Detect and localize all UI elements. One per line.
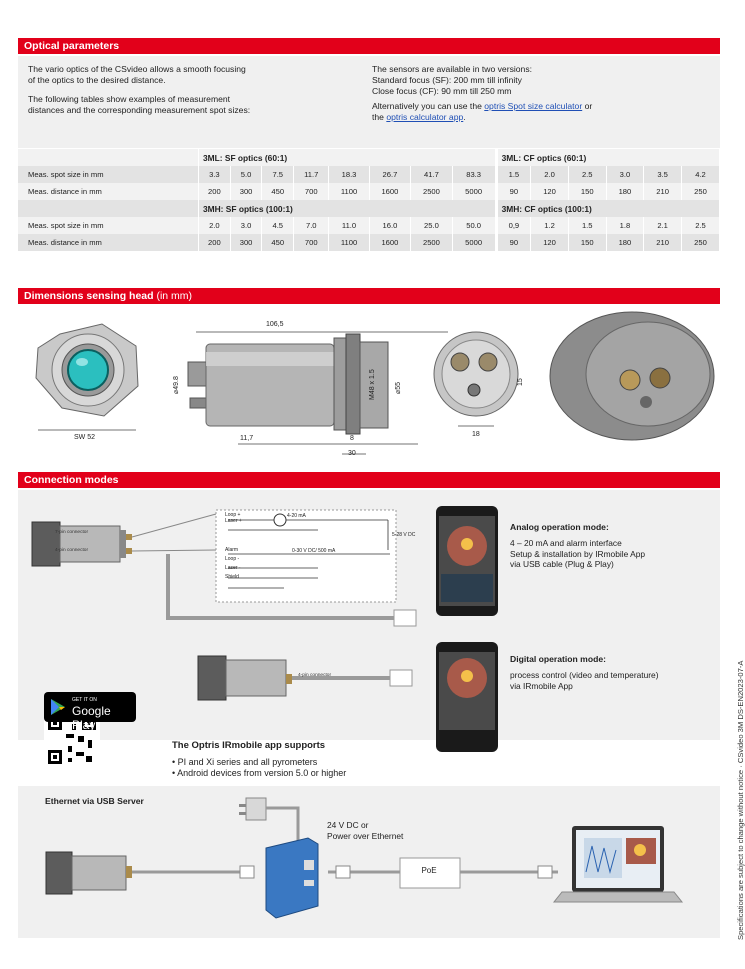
table-cell: 700 bbox=[294, 234, 329, 251]
app-bullet: • Android devices from version 5.0 or higher bbox=[172, 768, 347, 778]
text-line: of the optics to the desired distance. bbox=[28, 75, 166, 85]
power-line: Power over Ethernet bbox=[327, 830, 404, 841]
label-7pin: 7-pin connector bbox=[55, 530, 89, 535]
analog-line: 4 – 20 mA and alarm interface bbox=[510, 538, 622, 548]
table-cell: 3.5 bbox=[644, 166, 682, 183]
section-title-unit: (in mm) bbox=[156, 290, 193, 302]
perspective-view bbox=[550, 312, 714, 440]
table-cell: 18.3 bbox=[329, 166, 369, 183]
label-4pin: 4-pin connector bbox=[55, 548, 89, 553]
table-cell: 200 bbox=[199, 234, 231, 251]
usb-server bbox=[266, 838, 318, 918]
table-cell: 2.1 bbox=[644, 217, 682, 234]
table-cell: 180 bbox=[606, 183, 644, 200]
table-cell: 7.5 bbox=[262, 166, 294, 183]
wire-loop-plus: Loop + bbox=[225, 512, 241, 518]
table-cell: 200 bbox=[199, 183, 231, 200]
table-cell: 250 bbox=[681, 183, 719, 200]
table-cell bbox=[18, 200, 199, 217]
analog-line: Setup & installation by IRmobile App bbox=[510, 548, 646, 559]
table-cell: 120 bbox=[531, 234, 569, 251]
dim-30: 30 bbox=[348, 450, 356, 457]
table-cell: 16.0 bbox=[369, 217, 411, 234]
table-cell: 90 bbox=[496, 183, 531, 200]
table-row-label: Meas. distance in mm bbox=[18, 183, 199, 200]
table-cell: 2.0 bbox=[531, 166, 569, 183]
text-line: The following tables show examples of measurement bbox=[28, 94, 231, 104]
sensor-digital bbox=[198, 656, 292, 700]
text-fragment: Alternatively you can use the bbox=[372, 101, 482, 111]
table-cell: 450 bbox=[262, 234, 294, 251]
table-cell: 2.5 bbox=[568, 166, 606, 183]
sensor-ethernet bbox=[46, 852, 132, 894]
text-fragment: . bbox=[463, 112, 466, 122]
app-bullet-text: PI and Xi series and all pyrometers bbox=[177, 757, 318, 767]
text-line: distances and the corresponding measurement spot sizes: bbox=[28, 105, 251, 115]
table-cell: 700 bbox=[294, 183, 329, 200]
dim-m48: M48 x 1.5 bbox=[369, 369, 376, 400]
table-header-row bbox=[18, 200, 720, 217]
table-cell: 300 bbox=[230, 183, 262, 200]
table-row-label: Meas. distance in mm bbox=[18, 234, 199, 251]
text-line: The sensors are available in two versions: bbox=[372, 64, 533, 74]
table-cell: 7.0 bbox=[294, 217, 329, 234]
label-4pin-digital: 4-pin connector bbox=[298, 673, 332, 678]
section-title: Dimensions sensing head bbox=[24, 290, 154, 302]
table-cell: 90 bbox=[496, 234, 531, 251]
google-play-small: GET IT ON bbox=[72, 697, 97, 703]
digital-description bbox=[510, 654, 720, 691]
table-group-header: 3MH: SF optics (100:1) bbox=[199, 200, 497, 217]
table-cell: 2.5 bbox=[681, 217, 719, 234]
table-cell: 150 bbox=[568, 183, 606, 200]
wiring-labels-lower bbox=[225, 546, 241, 582]
text-fragment: the bbox=[372, 112, 384, 122]
phone-analog bbox=[436, 506, 498, 616]
optics-table bbox=[18, 149, 720, 251]
table-cell: 300 bbox=[230, 234, 262, 251]
table-cell: 26.7 bbox=[369, 166, 411, 183]
table-cell bbox=[18, 149, 199, 166]
label-4-20ma: 4-20 mA bbox=[287, 513, 306, 519]
label-alarm-voltage: 0-30 V DC/ 500 mA bbox=[292, 548, 336, 554]
table-cell: 1100 bbox=[329, 183, 369, 200]
table-row-label: Meas. spot size in mm bbox=[18, 166, 199, 183]
table-group-header: 3ML: CF optics (60:1) bbox=[496, 149, 719, 166]
table-cell: 2500 bbox=[411, 234, 453, 251]
table-cell: 4.2 bbox=[681, 166, 719, 183]
analog-description bbox=[510, 522, 720, 570]
digital-title: Digital operation mode: bbox=[510, 654, 606, 664]
table-cell: 1.8 bbox=[606, 217, 644, 234]
sensor-analog bbox=[32, 522, 132, 566]
table-cell: 2.0 bbox=[199, 217, 231, 234]
dim-8: 8 bbox=[350, 435, 354, 442]
table-cell: 25.0 bbox=[411, 217, 453, 234]
table-cell: 5000 bbox=[452, 234, 496, 251]
text-line: The vario optics of the CSvideo allows a smooth focusing bbox=[28, 64, 246, 74]
table-row bbox=[18, 183, 720, 200]
table-row bbox=[18, 234, 720, 251]
section-title: Connection modes bbox=[24, 474, 119, 486]
table-cell: 250 bbox=[681, 234, 719, 251]
wire-laser-plus: Laser + bbox=[225, 518, 242, 524]
section-title: Optical parameters bbox=[24, 40, 120, 52]
table-cell: 41.7 bbox=[411, 166, 453, 183]
table-cell: 1.5 bbox=[496, 166, 531, 183]
table-cell: 1.5 bbox=[568, 217, 606, 234]
google-play-big: Google Play bbox=[72, 704, 111, 732]
app-bullet-text: Android devices from version 5.0 or higher bbox=[177, 768, 347, 778]
app-title: The Optris IRmobile app supports bbox=[172, 740, 326, 751]
dim-11-7: 11,7 bbox=[240, 435, 254, 442]
table-group-header: 3ML: SF optics (60:1) bbox=[199, 149, 497, 166]
section-header-optical bbox=[18, 38, 720, 54]
text-line bbox=[372, 101, 712, 112]
phone-digital bbox=[436, 642, 498, 752]
label-5-28vdc: 5-28 V DC bbox=[392, 532, 416, 538]
table-cell: 5.0 bbox=[230, 166, 262, 183]
table-cell: 120 bbox=[531, 183, 569, 200]
digital-line: process control (video and temperature) bbox=[510, 670, 659, 680]
table-cell: 11.7 bbox=[294, 166, 329, 183]
text-line: Close focus (CF): 90 mm till 250 mm bbox=[372, 86, 512, 96]
table-row bbox=[18, 166, 720, 183]
optical-intro-right bbox=[372, 64, 712, 123]
dim-15: 15 bbox=[517, 378, 524, 386]
dim-length: 106,5 bbox=[266, 321, 284, 328]
section-header-dimensions bbox=[18, 288, 720, 304]
table-cell: 3.0 bbox=[230, 217, 262, 234]
wire-loop-minus: Loop - bbox=[225, 556, 240, 562]
ethernet-title: Ethernet via USB Server bbox=[45, 796, 144, 806]
table-cell: 150 bbox=[568, 234, 606, 251]
table-cell: 1100 bbox=[329, 234, 369, 251]
optical-intro-panel bbox=[18, 56, 720, 148]
table-row bbox=[18, 217, 720, 234]
text-line: Standard focus (SF): 200 mm till infinity bbox=[372, 75, 522, 85]
section-header-connection bbox=[18, 472, 720, 488]
table-cell: 3.0 bbox=[606, 166, 644, 183]
laptop bbox=[554, 826, 682, 902]
table-cell: 180 bbox=[606, 234, 644, 251]
table-cell: 210 bbox=[644, 183, 682, 200]
table-cell: 83.3 bbox=[452, 166, 496, 183]
table-cell: 0,9 bbox=[496, 217, 531, 234]
table-cell: 1600 bbox=[369, 183, 411, 200]
dim-sw52: SW 52 bbox=[74, 434, 96, 441]
table-cell: 5000 bbox=[452, 183, 496, 200]
wire-laser-minus: Laser - bbox=[225, 565, 241, 571]
dim-diameter-55: ⌀55 bbox=[395, 381, 402, 394]
table-cell: 3.3 bbox=[199, 166, 231, 183]
wire-shield: Shield bbox=[225, 574, 239, 580]
table-cell: 4.5 bbox=[262, 217, 294, 234]
analog-line: via USB cable (Plug & Play) bbox=[510, 559, 614, 569]
table-cell: 2500 bbox=[411, 183, 453, 200]
dim-18: 18 bbox=[472, 431, 480, 438]
table-cell: 210 bbox=[644, 234, 682, 251]
table-group-header: 3MH: CF optics (100:1) bbox=[496, 200, 719, 217]
app-support bbox=[172, 740, 346, 779]
calculator-app-link[interactable]: optris calculator app bbox=[386, 112, 464, 122]
analog-title: Analog operation mode: bbox=[510, 522, 609, 532]
dimensions-drawing bbox=[18, 304, 720, 464]
wire-alarm: Alarm bbox=[225, 547, 239, 553]
app-bullet: • PI and Xi series and all pyrometers bbox=[172, 757, 318, 767]
table-cell: 11.0 bbox=[329, 217, 369, 234]
table-row-label: Meas. spot size in mm bbox=[18, 217, 199, 234]
table-cell: 1600 bbox=[369, 234, 411, 251]
google-play-badge[interactable] bbox=[44, 692, 136, 732]
dim-diameter-498: ⌀49.8 bbox=[173, 376, 180, 394]
ethernet-diagram bbox=[18, 786, 720, 938]
text-line bbox=[372, 112, 712, 123]
google-play-icon bbox=[50, 698, 66, 716]
table-cell: 50.0 bbox=[452, 217, 496, 234]
table-cell: 450 bbox=[262, 183, 294, 200]
optical-intro-left bbox=[28, 64, 358, 116]
spec-notice: Specifications are subject to change without notice · CSvideo 3M DS-EN2023-07-A bbox=[736, 660, 745, 940]
spot-size-calculator-link[interactable]: optris Spot size calculator bbox=[484, 101, 583, 111]
table-cell: 1.2 bbox=[531, 217, 569, 234]
wiring-labels bbox=[225, 512, 242, 524]
table-header-row bbox=[18, 149, 720, 166]
text-fragment: or bbox=[584, 101, 593, 111]
digital-line: via IRmobile App bbox=[510, 680, 573, 691]
power-plug bbox=[239, 798, 266, 820]
poe-box-label: PoE bbox=[421, 866, 437, 875]
power-line: 24 V DC or bbox=[327, 820, 369, 830]
